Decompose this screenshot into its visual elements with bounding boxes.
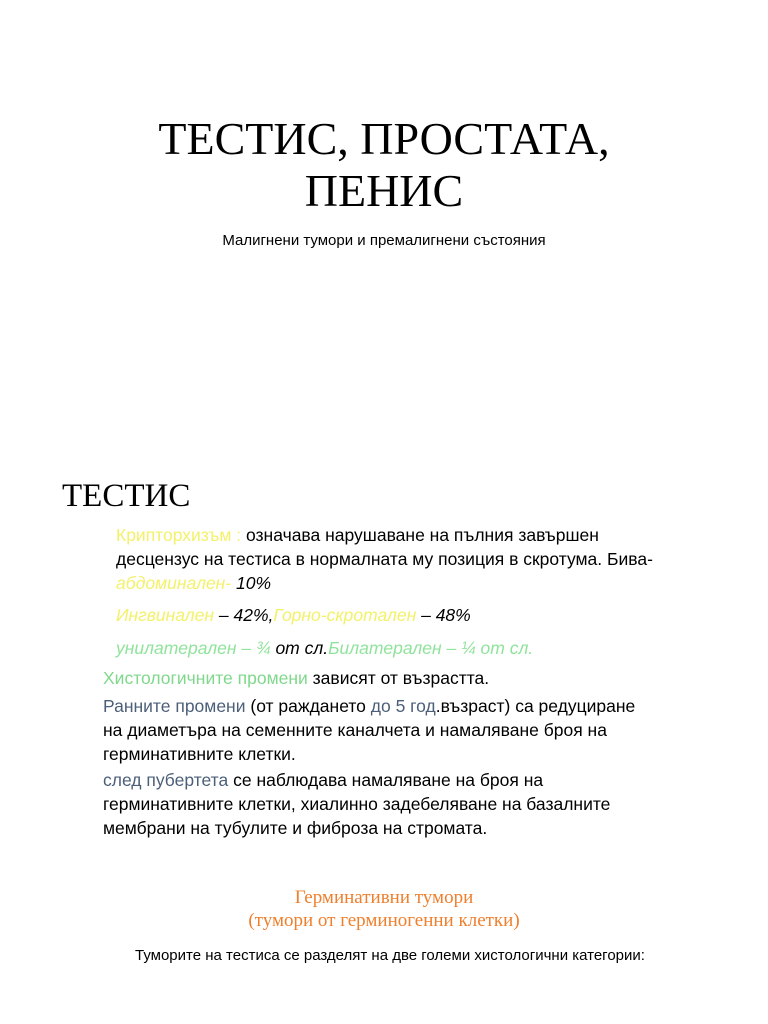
term-inguinal: Ингвинален	[116, 605, 215, 625]
paragraph-laterality	[116, 636, 676, 660]
germinal-body-text: Туморите на тестиса се разделят на две големи хистологични категории:	[135, 947, 645, 964]
after-puberty-text: се наблюдава намаляване на броя на герминативните клетки, хиалинно задебеляване на базалните мембрани на тубулите и фиброза на стромата.	[103, 770, 611, 838]
inguinal-percent: – 42%,	[214, 605, 274, 625]
paragraph-inguinal	[116, 603, 676, 627]
section-title-testis: ТЕСТИС	[62, 478, 191, 514]
term-abdominal: абдоминален-	[116, 573, 232, 593]
term-age: до 5 год	[370, 696, 436, 716]
term-unilateral: унилатерален – ¾	[116, 638, 271, 658]
upper-scrotal-percent: – 48%	[416, 605, 471, 625]
slide-title-line2: ПЕНИС	[304, 165, 464, 216]
paragraph-cryptorchidism	[116, 523, 676, 595]
slide-title	[0, 113, 768, 217]
term-bilateral: Билатерален – ¼ от сл.	[328, 638, 534, 658]
histology-text: зависят от възрастта.	[307, 668, 490, 688]
early-changes-text2: .възраст) са редуциране на диаметъра на семенните каналчета и намаляване броя на герминативните клетки.	[103, 696, 636, 764]
term-upper-scrotal: Горно-скротален	[273, 605, 417, 625]
germinal-title-line1: Герминативни тумори	[294, 887, 474, 908]
term-histological-changes: Хистологичните промени	[103, 668, 308, 688]
term-after-puberty: след пубертета	[103, 770, 229, 790]
term-early-changes: Ранните промени	[103, 696, 246, 716]
paragraph-early-changes	[103, 694, 643, 766]
paragraph-histology	[103, 666, 673, 690]
paragraph-after-puberty	[103, 768, 663, 840]
unilateral-rest: от сл.	[270, 638, 329, 658]
cryptorchidism-text: означава нарушаване на пълния завършен десцензус на тестиса в нормалната му позиция в скротума. Бива-	[116, 525, 653, 569]
slide-title-line1: ТЕСТИС, ПРОСТАТА,	[158, 113, 610, 164]
early-changes-text1: (от раждането	[245, 696, 371, 716]
abdominal-percent: 10%	[231, 573, 272, 593]
germinal-title-line2: (тумори от герминогенни клетки)	[248, 910, 520, 931]
section-title-germinal-tumors	[0, 886, 768, 932]
term-cryptorchidism: Крипторхизъм :	[116, 525, 246, 545]
slide-subtitle: Малигнени тумори и премалигнени състояния	[222, 232, 546, 249]
